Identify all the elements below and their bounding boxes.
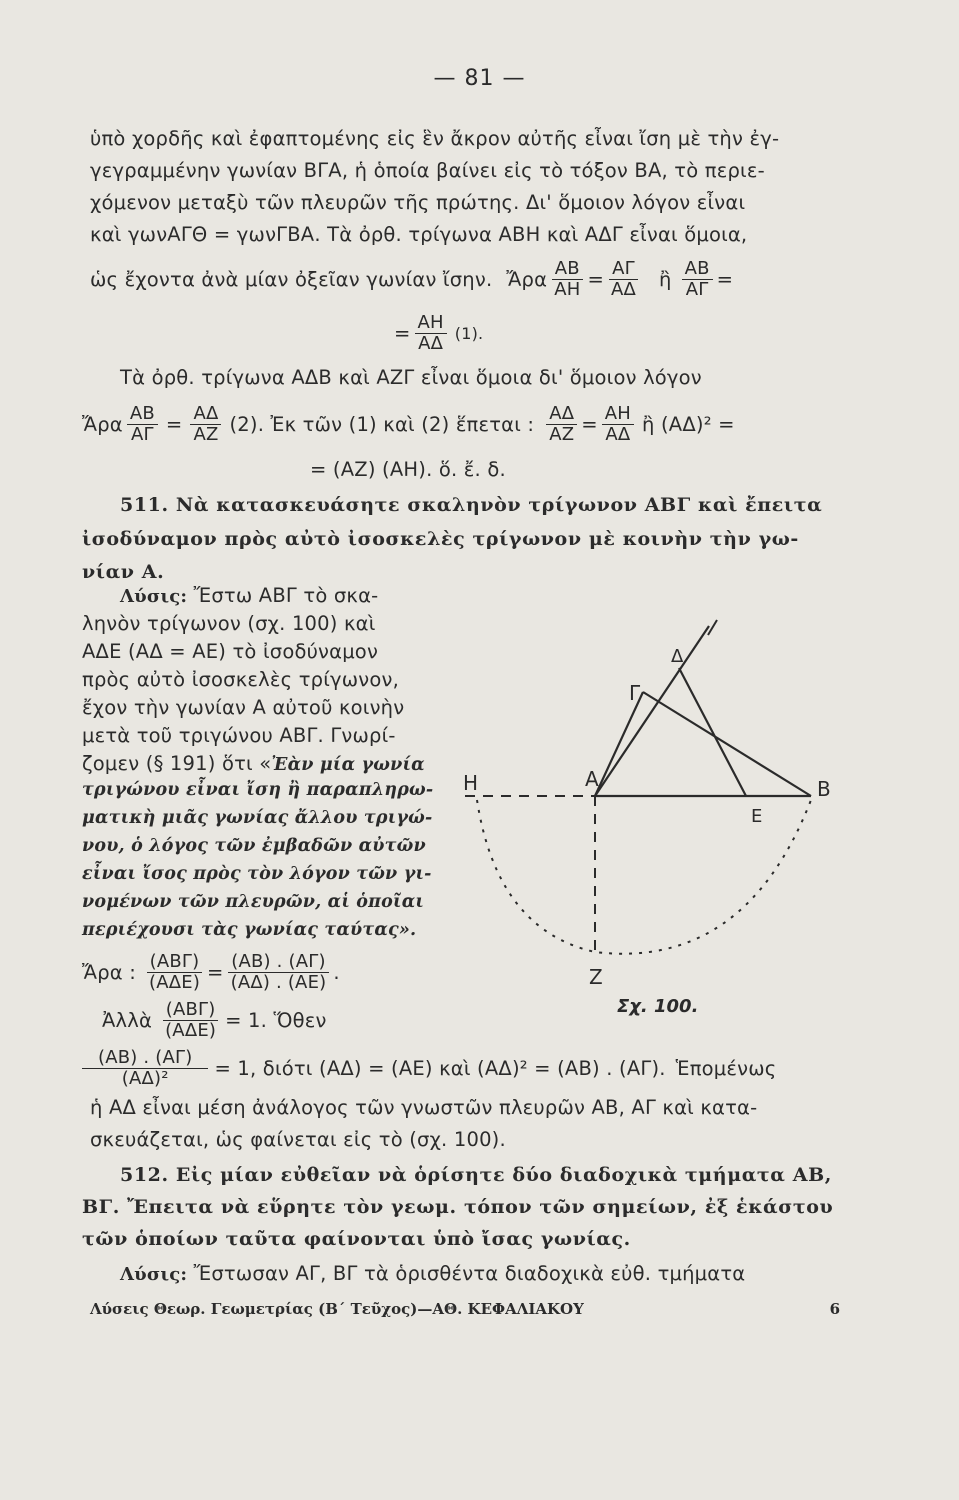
sol-end-line2: σκευάζεται, ὡς φαίνεται εἰς τὸ (σχ. 100).	[90, 1128, 506, 1151]
alla-label: Ἀλλὰ	[102, 1008, 153, 1032]
fraction-den: ΑΔ	[605, 423, 631, 445]
ray-AD	[595, 626, 709, 796]
theorem-line3: νου, ὁ λόγος τῶν ἐμβαδῶν αὐτῶν	[82, 836, 426, 856]
problem-511-text1: Νὰ κατασκευάσητε σκαληνὸν τρίγωνον ΑΒΓ καὶ ἔπειτα	[175, 494, 823, 516]
p1-line4: καὶ γωνΑΓΘ = γωνΓΒΑ. Τὰ ὀρθ. τρίγωνα ΑΒΗ καὶ ΑΔΓ εἶναι ὅμοια,	[90, 223, 748, 246]
fraction-den: ΑΔ	[610, 278, 637, 300]
p1-line1: ὑπὸ χορδῆς καὶ ἐφαπτομένης εἰς ἓν ἄκρον αὐτῆς εἶναι ἴση μὲ τὴν ἐγ-	[90, 127, 780, 150]
problem-511-line1	[120, 494, 822, 516]
segment-AG	[595, 692, 643, 796]
ref-1: (1).	[454, 323, 484, 343]
fraction-den: ΑΓ	[685, 278, 709, 300]
theorem-line2: ματικὴ μιᾶς γωνίας ἄλλου τριγώ-	[82, 808, 433, 828]
equals-sign: =	[587, 267, 604, 291]
problem-number: 512.	[120, 1164, 169, 1186]
ara-label: Ἄρα :	[82, 960, 136, 984]
equation-final	[82, 1046, 776, 1090]
problem-512-line3: τῶν ὁποίων ταῦτα φαίνονται ὑπὸ ἴσας γωνίας.	[82, 1228, 631, 1250]
fraction-den: ΑΖ	[549, 423, 575, 445]
p1-line6	[394, 310, 483, 356]
equals-sign: =	[581, 412, 598, 436]
fraction-num: (ΑΒ) . (ΑΓ)	[82, 1048, 208, 1069]
fraction-num: (ΑΒ) . (ΑΓ)	[228, 952, 328, 973]
label-E: Ε	[751, 806, 763, 827]
equation-ara	[82, 950, 340, 994]
fraction	[682, 259, 713, 300]
sol512-line1	[120, 1262, 745, 1285]
final-end: Ἑπομένως	[675, 1056, 777, 1080]
p2-text-mid: (2). Ἐκ τῶν (1) καὶ (2) ἕπεται :	[229, 412, 535, 436]
theorem-line5: νομένων τῶν πλευρῶν, αἱ ὁποῖαι	[82, 892, 425, 912]
problem-number: 511.	[120, 494, 169, 516]
problem-512-line1	[120, 1164, 832, 1186]
equals-sign: =	[394, 321, 411, 345]
sol512-text: Ἔστωσαν ΑΓ, ΒΓ τὰ ὁρισθέντα διαδοχικὰ εὐθ. τμήματα	[193, 1262, 746, 1285]
p1-ara: Ἄρα	[506, 267, 548, 291]
sol-line7-italic: Ἐὰν μία γωνία	[271, 755, 425, 775]
fraction-num: ΑΔ	[546, 404, 577, 425]
fraction	[546, 404, 577, 445]
theorem-line1: τριγώνου εἶναι ἴση ἢ παραπληρω-	[82, 780, 434, 800]
fraction-den: ΑΔ	[418, 332, 444, 354]
fraction-den: ΑΖ	[193, 423, 219, 445]
sol-line1-text: Ἔστω ΑΒΓ τὸ σκα-	[193, 584, 379, 607]
fraction	[82, 1048, 208, 1089]
theorem-line4: εἶναι ἴσος πρὸς τὸν λόγον τῶν γι-	[82, 864, 432, 884]
fraction	[162, 1000, 219, 1041]
fraction-num: ΑΒ	[682, 259, 713, 280]
sol-line7-text: ζομεν (§ 191) ὅτι «	[82, 752, 272, 775]
fraction-den: ΑΗ	[554, 278, 581, 300]
segment-DE	[679, 668, 746, 796]
fraction-den: (ΑΔΕ)	[149, 971, 201, 993]
solution-label: Λύσις:	[120, 1264, 188, 1285]
fraction	[228, 952, 330, 993]
p2-line2	[82, 401, 735, 447]
p2-ara: Ἄρα	[82, 412, 123, 436]
figure-caption: Σχ. 100.	[617, 996, 699, 1017]
p1-line5	[90, 257, 733, 301]
equals-sign: =	[716, 267, 734, 291]
solution-label: Λύσις:	[120, 586, 188, 607]
fraction-num: ΑΒ	[127, 404, 158, 425]
fraction-den: ΑΓ	[131, 423, 154, 445]
fraction-den: (ΑΔ) . (ΑΕ)	[230, 971, 327, 993]
fraction	[415, 313, 447, 354]
footer	[90, 1300, 840, 1318]
footer-text: Λύσεις Θεωρ. Γεωμετρίας (Β΄ Τεῦχος)—ΑΘ. ΚΕΦΑΛΙΑΚΟΥ	[90, 1300, 584, 1318]
problem-512-text1: Εἰς μίαν εὐθεῖαν νὰ ὁρίσητε δύο διαδοχικὰ τμήματα ΑΒ,	[175, 1164, 832, 1186]
label-B: Β	[817, 777, 831, 801]
p2-line1: Τὰ ὀρθ. τρίγωνα ΑΔΒ καὶ ΑΖΓ εἶναι ὅμοια δι' ὅμοιον λόγον	[120, 366, 702, 389]
fraction	[127, 404, 158, 445]
label-H: Η	[463, 771, 479, 795]
p1-line5-text: ὡς ἔχοντα ἀνὰ μίαν ὀξεῖαν γωνίαν ἴσην.	[90, 267, 493, 291]
sol-line2: ληνὸν τρίγωνον (σχ. 100) καὶ	[82, 612, 376, 635]
fraction-num: ΑΔ	[190, 404, 221, 425]
label-A: Α	[585, 767, 599, 791]
segment-GB	[643, 692, 811, 796]
fraction	[602, 404, 634, 445]
label-D: Δ	[671, 646, 684, 667]
fraction-num: ΑΗ	[415, 313, 447, 334]
sol-end-line1: ἡ ΑΔ εἶναι μέση ἀνάλογος τῶν γνωστῶν πλευρῶν ΑΒ, ΑΓ καὶ κατα-	[90, 1096, 758, 1119]
label-G: Γ	[629, 681, 641, 705]
fraction-num: ΑΒ	[552, 259, 583, 280]
fraction	[608, 259, 639, 300]
fraction-num: (ΑΒΓ)	[163, 1000, 219, 1021]
fraction-num: (ΑΒΓ)	[147, 952, 203, 973]
sol-line4: πρὸς αὐτὸ ἰσοσκελὲς τρίγωνον,	[82, 668, 400, 691]
label-Z: Ζ	[589, 965, 603, 989]
p2-line3: = (ΑΖ) (ΑΗ). ὅ. ἔ. δ.	[310, 458, 506, 481]
equation-alla	[102, 998, 327, 1042]
figure-100	[445, 600, 845, 1020]
fraction-den: (ΑΔ)²	[121, 1067, 169, 1089]
sol-line3: ΑΔΕ (ΑΔ = ΑΕ) τὸ ἰσοδύναμον	[82, 640, 379, 663]
tick-mark	[708, 620, 717, 635]
theorem-line6: περιέχουσι τὰς γωνίας ταύτας».	[82, 920, 417, 940]
equals-sign: =	[165, 412, 183, 436]
fraction	[190, 404, 221, 445]
sol-line1	[120, 584, 378, 607]
alla-tail: = 1. Ὅθεν	[225, 1008, 327, 1032]
or-word: ἢ	[659, 267, 672, 291]
sol-line5: ἔχον τὴν γωνίαν Α αὐτοῦ κοινὴν	[82, 696, 405, 719]
p2-tail: ἢ (ΑΔ)² =	[642, 412, 735, 436]
problem-512-line2: ΒΓ. Ἔπειτα νὰ εὕρητε τὸν γεωμ. τόπον τῶν σημείων, ἐξ ἑκάστου	[82, 1196, 834, 1218]
page-number: — 81 —	[433, 66, 526, 91]
sol-line7	[82, 752, 425, 775]
equals-sign: =	[207, 960, 224, 984]
fraction	[551, 259, 583, 300]
fraction	[146, 952, 203, 993]
sol-line6: μετὰ τοῦ τριγώνου ΑΒΓ. Γνωρί-	[82, 724, 396, 747]
fraction-den: (ΑΔΕ)	[165, 1019, 217, 1041]
final-tail: = 1, διότι (ΑΔ) = (ΑΕ) καὶ (ΑΔ)² = (ΑΒ) . (ΑΓ).	[214, 1056, 666, 1080]
problem-511-line2: ἰσοδύναμον πρὸς αὐτὸ ἰσοσκελὲς τρίγωνον μὲ κοινὴν τὴν γω-	[82, 528, 799, 550]
fraction-num: ΑΓ	[609, 259, 638, 280]
period: .	[333, 960, 340, 984]
p1-line2: γεγραμμένην γωνίαν ΒΓΑ, ἡ ὁποία βαίνει εἰς τὸ τόξον ΒΑ, τὸ περιε-	[90, 159, 765, 182]
signature-number: 6	[829, 1300, 840, 1318]
p1-line3: χόμενον μεταξὺ τῶν πλευρῶν τῆς πρώτης. Δι' ὅμοιον λόγον εἶναι	[90, 191, 746, 214]
fraction-num: ΑΗ	[602, 404, 634, 425]
problem-511-line3: νίαν Α.	[82, 561, 165, 583]
